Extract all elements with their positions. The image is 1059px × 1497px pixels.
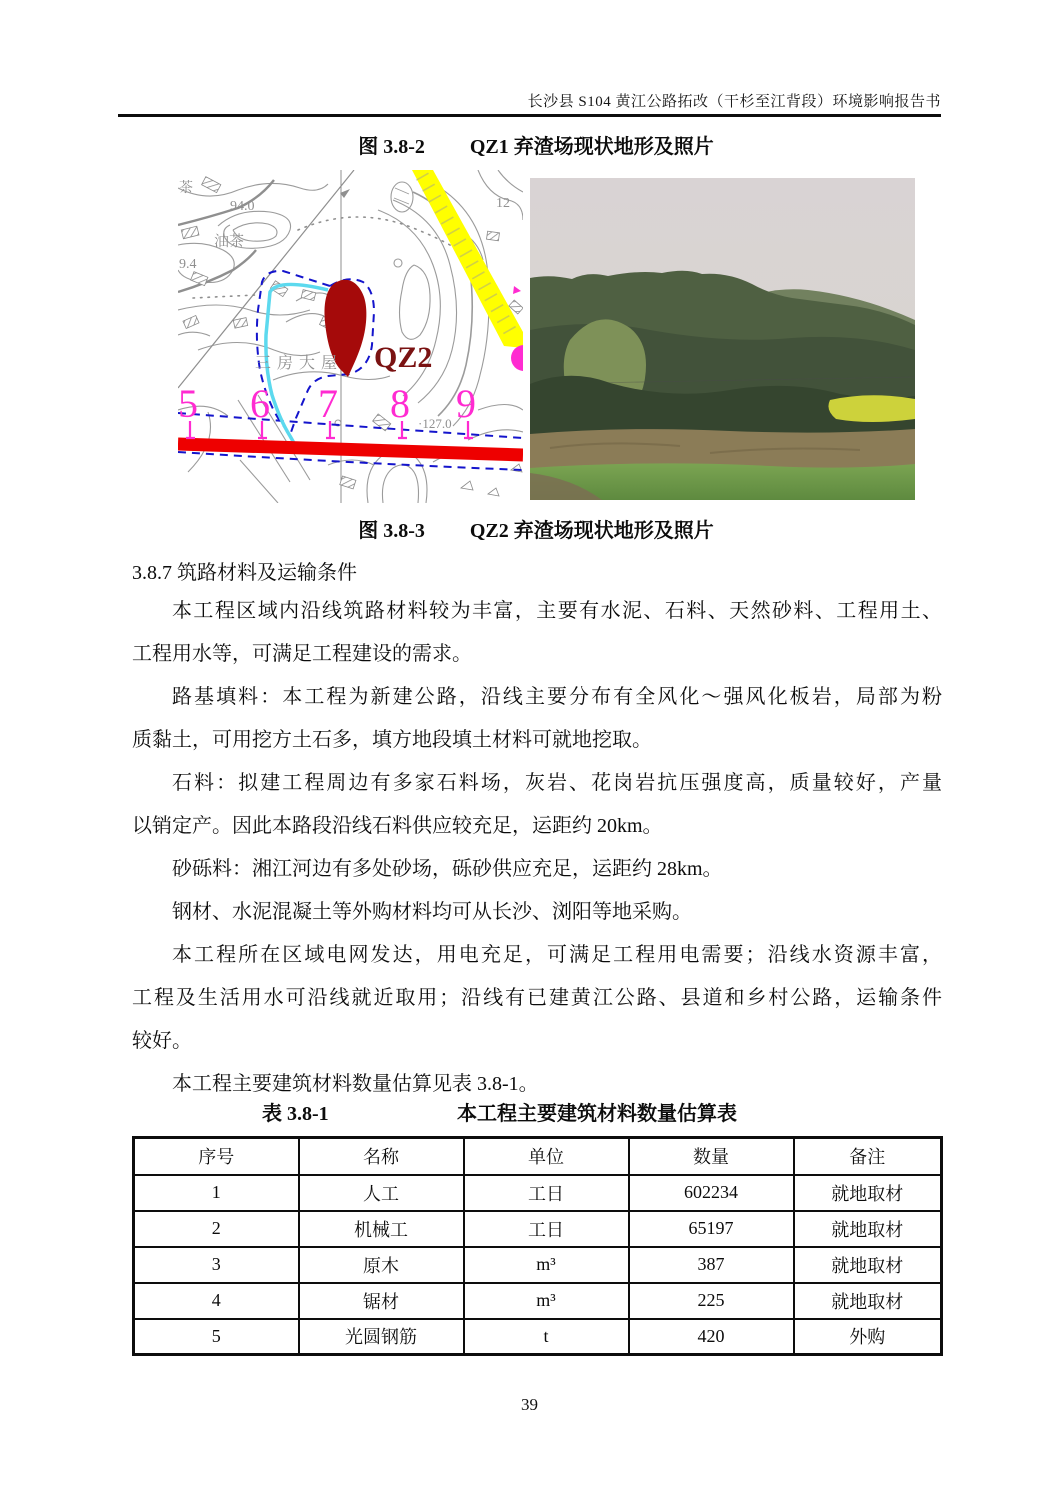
map-svg (178, 170, 523, 503)
running-header: 长沙县 S104 黄江公路拓改（干杉至江背段）环境影响报告书 (527, 94, 941, 110)
cell-unit: m³ (464, 1283, 629, 1319)
paragraph-line: 路基填料：本工程为新建公路，沿线主要分布有全风化～强风化板岩，局部为粉 (172, 686, 942, 708)
table-row (134, 1247, 942, 1283)
col-header: 单位 (464, 1138, 629, 1175)
svg-text:9.4: 9.4 (179, 257, 197, 272)
paragraph-line: 工程用水等，可满足工程建设的需求。 (132, 643, 472, 665)
paragraph-line: 质黏土，可用挖方土石多，填方地段填土材料可就地挖取。 (132, 729, 652, 751)
figure-caption-text: QZ2 弃渣场现状地形及照片 (469, 520, 714, 542)
cell-seq: 3 (134, 1247, 299, 1283)
table-caption (132, 1097, 940, 1127)
cell-seq: 2 (134, 1211, 299, 1247)
table-row (134, 1211, 942, 1247)
svg-text:94.0: 94.0 (230, 199, 255, 214)
paragraph-line: 本工程区域内沿线筑路材料较为丰富，主要有水泥、石料、天然砂料、工程用土、 (172, 600, 942, 622)
cell-unit: m³ (464, 1247, 629, 1283)
svg-text:5: 5 (178, 381, 198, 426)
map-site-label: QZ2 (374, 341, 433, 374)
svg-text:三房大屋: 三房大屋 (255, 355, 344, 372)
svg-text:7: 7 (318, 381, 338, 426)
header-rule (118, 114, 941, 117)
cell-remark: 外购 (794, 1319, 942, 1355)
materials-table (132, 1136, 943, 1356)
cell-name: 人工 (299, 1175, 464, 1211)
cell-name: 光圆钢筋 (299, 1319, 464, 1355)
section-heading: 3.8.7 筑路材料及运输条件 (132, 562, 357, 584)
paragraph-line: 以销定产。因此本路段沿线石料供应较充足，运距约 20km。 (132, 815, 663, 837)
paragraph-line: 本工程主要建筑材料数量估算见表 3.8-1。 (172, 1073, 539, 1095)
cell-qty: 387 (629, 1247, 794, 1283)
cell-remark: 就地取材 (794, 1211, 942, 1247)
svg-text:6: 6 (250, 381, 270, 426)
cell-seq: 1 (134, 1175, 299, 1211)
cell-name: 机械工 (299, 1211, 464, 1247)
col-header: 名称 (299, 1138, 464, 1175)
cell-qty: 65197 (629, 1211, 794, 1247)
cell-remark: 就地取材 (794, 1283, 942, 1319)
figure-caption-label: 图 3.8-3 (358, 520, 425, 542)
body-text (132, 590, 942, 1106)
table-caption-label: 表 3.8-1 (262, 1103, 329, 1125)
site-photo-figure (530, 178, 915, 500)
cell-qty: 602234 (629, 1175, 794, 1211)
table-row (134, 1283, 942, 1319)
cell-unit: t (464, 1319, 629, 1355)
svg-text:8: 8 (390, 381, 410, 426)
cell-unit: 工日 (464, 1175, 629, 1211)
paragraph-line: 钢材、水泥混凝土等外购材料均可从长沙、浏阳等地采购。 (172, 901, 692, 923)
cell-remark: 就地取材 (794, 1247, 942, 1283)
col-header: 序号 (134, 1138, 299, 1175)
paragraph-line: 本工程所在区域电网发达，用电充足，可满足工程用电需要；沿线水资源丰富， (172, 944, 942, 966)
figure-caption-3-8-3 (132, 514, 940, 543)
paragraph-line: 较好。 (132, 1030, 192, 1052)
cell-qty: 420 (629, 1319, 794, 1355)
topographic-map-figure (178, 170, 523, 503)
photo-rapeseed-patch (828, 395, 915, 422)
svg-text:9: 9 (456, 381, 476, 426)
cell-unit: 工日 (464, 1211, 629, 1247)
svg-text:·127.0: ·127.0 (418, 416, 452, 431)
svg-text:12: 12 (496, 196, 510, 211)
svg-text:茶: 茶 (179, 181, 193, 196)
paragraph-line: 工程及生活用水可沿线就近取用；沿线有已建黄江公路、县道和乡村公路，运输条件 (132, 987, 942, 1009)
col-header: 数量 (629, 1138, 794, 1175)
table-row (134, 1319, 942, 1355)
col-header: 备注 (794, 1138, 942, 1175)
cell-name: 锯材 (299, 1283, 464, 1319)
table-header-row (134, 1138, 942, 1175)
cell-name: 原木 (299, 1247, 464, 1283)
cell-seq: 5 (134, 1319, 299, 1355)
svg-text:油茶: 油茶 (214, 234, 245, 250)
cell-qty: 225 (629, 1283, 794, 1319)
table-row (134, 1175, 942, 1211)
paragraph-line: 石料：拟建工程周边有多家石料场，灰岩、花岗岩抗压强度高，质量较好，产量 (172, 772, 942, 794)
table-caption-title: 本工程主要建筑材料数量估算表 (457, 1103, 737, 1125)
figure-caption-label: 图 3.8-2 (358, 136, 425, 158)
figure-caption-3-8-2 (132, 130, 940, 159)
cell-remark: 就地取材 (794, 1175, 942, 1211)
cell-seq: 4 (134, 1283, 299, 1319)
page-number: 39 (521, 1395, 538, 1414)
figure-caption-text: QZ1 弃渣场现状地形及照片 (469, 136, 714, 158)
paragraph-line: 砂砾料：湘江河边有多处砂场，砾砂供应充足，运距约 28km。 (172, 858, 723, 880)
photo-svg (530, 178, 915, 500)
